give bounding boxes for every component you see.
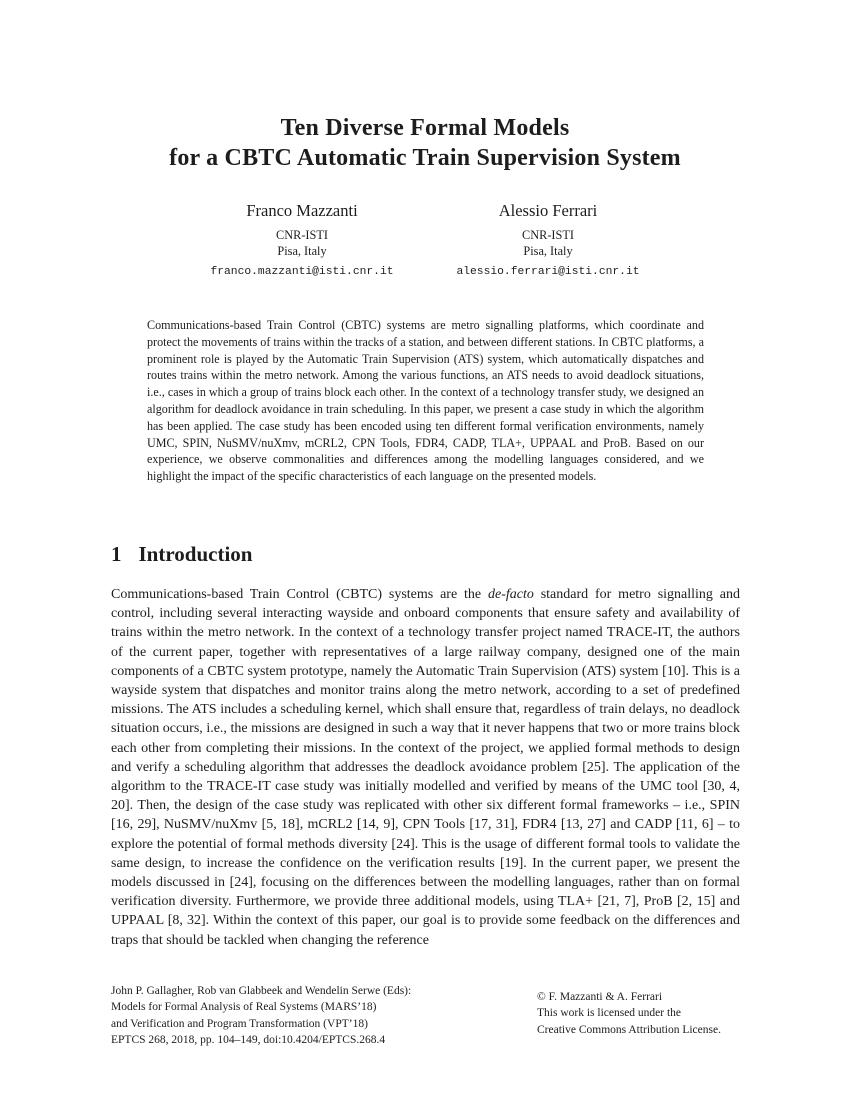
introduction-paragraph [111, 585, 740, 950]
section-heading-introduction [111, 541, 252, 567]
author-email-link[interactable]: alessio.ferrari@isti.cnr.it [456, 266, 640, 278]
copyright-line: © F. Mazzanti & A. Ferrari [537, 991, 663, 1003]
author-block [0, 201, 850, 279]
license-link[interactable]: Creative Commons Attribution License. [537, 1023, 721, 1036]
venue-line-2: and Verification and Program Transformation (VPT’18) [111, 1017, 368, 1030]
author-name: Franco Mazzanti [246, 201, 358, 220]
publication-info-block [111, 983, 411, 1049]
author-franco-mazzanti [179, 201, 425, 279]
author-email-link[interactable]: franco.mazzanti@isti.cnr.it [210, 266, 394, 278]
title-line-1: Ten Diverse Formal Models [280, 115, 570, 141]
eptcs-doi-line[interactable]: EPTCS 268, 2018, pp. 104–149, doi:10.4204/EPTCS.268.4 [111, 1034, 386, 1047]
paper-title [0, 113, 850, 173]
license-line-1: This work is licensed under the [537, 1007, 682, 1020]
section-number: 1 [111, 542, 122, 566]
abstract-paragraph: Communications-based Train Control (CBTC) systems are metro signalling platforms, which coordinate and protect the movements of trains within the tracks of a station, and between different stations. In CBTC platforms, a prominent role is played by the Automatic Train Supervision (ATS) system, which automatically dispatches and routes trains within the metro network. Among the various functions, an ATS needs to avoid deadlock situations, i.e., cases in which a group of trains block each other. In the context of a technology transfer study, we designed an algorithm for deadlock avoidance in train scheduling. In this paper, we present a case study in which the algorithm has been applied. The case study has been encoded using ten different formal verification environments, namely UMC, SPIN, NuSMV/nuXmv, mCRL2, CPN Tools, FDR4, CADP, TLA+, UPPAAL and ProB. Based on our experience, we observe commonalities and differences among the modelling languages considered, and we highlight the impact of the specific characteristics of each language on the presented models. [147, 318, 704, 484]
editors-line: John P. Gallagher, Rob van Glabbeek and Wendelin Serwe (Eds): [111, 985, 412, 997]
author-affiliation: CNR-ISTI [276, 228, 328, 242]
author-location: Pisa, Italy [523, 243, 573, 258]
section-title: Introduction [138, 542, 253, 566]
title-line-2: for a CBTC Automatic Train Supervision System [169, 145, 681, 171]
intro-text-post: standard for metro signalling and control, including several interacting wayside and onboard components that ensure safety and availability of trains within the metro network. In the context of a technology transfer project named TRACE-IT, the authors of the current paper, together with representatives of a large railway company, designed one of the main components of a CBTC system prototype, namely the Automatic Train Supervision (ATS) system [10]. This is a wayside system that dispatches and monitor trains along the metro network, according to a set of predefined missions. The ATS includes a scheduling kernel, which shall ensure that, regardless of train delays, no deadlock situation occurs, i.e., the missions are designed in such a way that it never happens that two or more trains block each other from completing their missions. In the context of the project, we applied formal methods to design and verify a scheduling algorithm that addresses the deadlock avoidance problem [25]. The application of the algorithm to the TRACE-IT case study was initially modelled and verified by means of the UMC tool [30, 4, 20]. Then, the design of the case study was replicated with other six different formal frameworks – i.e., SPIN [16, 29], NuSMV/nuXmv [5, 18], mCRL2 [14, 9], CPN Tools [17, 31], FDR4 [13, 27] and CADP [11, 6] – to explore the potential of formal methods diversity [24]. This is the usage of different formal tools to validate the same design, to increase the confidence on the verification results [19]. In the current paper, we present the models discussed in [24], focusing on the differences between the modelling languages, rather than on formal verification diversity. Furthermore, we provide three additional models, using TLA+ [21, 7], ProB [2, 15] and UPPAAL [8, 32]. Within the context of this paper, our goal is to provide some feedback on the differences and traps that should be tackled when changing the reference [111, 587, 740, 948]
intro-text-pre: Communications-based Train Control (CBTC) systems are the [111, 587, 488, 602]
intro-text-italic: de-facto [487, 587, 534, 602]
author-alessio-ferrari [425, 201, 671, 279]
author-name: Alessio Ferrari [498, 201, 598, 220]
venue-line-1: Models for Formal Analysis of Real Systems (MARS’18) [111, 1001, 377, 1014]
author-location: Pisa, Italy [277, 243, 327, 258]
author-affiliation: CNR-ISTI [522, 228, 574, 242]
copyright-block [537, 989, 721, 1038]
